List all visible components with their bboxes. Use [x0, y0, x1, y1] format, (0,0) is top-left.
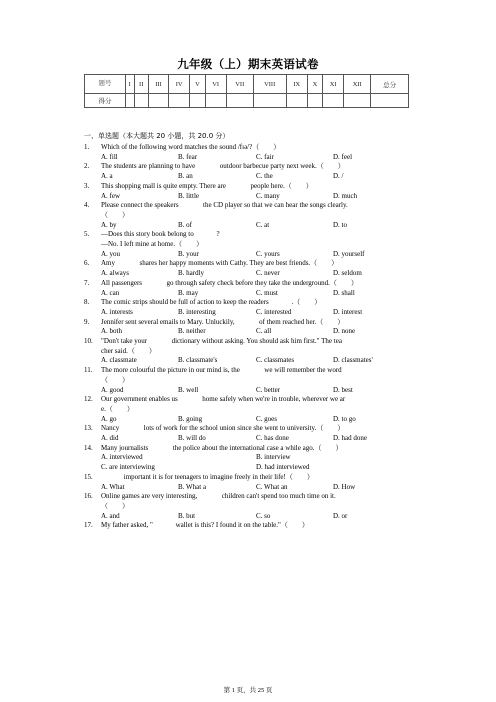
option-c[interactable]: C. the	[256, 172, 273, 181]
option-c[interactable]: C. better	[256, 385, 281, 394]
score-cell	[134, 94, 148, 108]
question-number: 15.	[84, 472, 93, 481]
question-text: important it is for teenagers to imagine freely in their life!（ ）	[101, 472, 314, 481]
question-10	[84, 337, 418, 346]
question-text: All passengers go through safety check before they take the underground.（ ）	[101, 278, 358, 287]
option-d[interactable]: D. to go	[333, 414, 356, 423]
score-cell	[169, 94, 190, 108]
option-d[interactable]: D. much	[333, 191, 358, 200]
option-b[interactable]: B. classmate's	[178, 356, 218, 365]
option-b[interactable]: B. well	[178, 385, 199, 394]
option-c[interactable]: C. never	[256, 269, 280, 278]
col-cell: VI	[205, 75, 226, 94]
page-footer: 第 1 页，共 25 页	[223, 687, 273, 694]
option-d[interactable]: D. shall	[333, 288, 355, 297]
option-b[interactable]: B. little	[178, 191, 199, 200]
question-text-continued: （ ）	[101, 501, 129, 510]
score-cell	[371, 94, 409, 108]
question-text-continued: —No. I left mine at home.（ ）	[101, 240, 204, 248]
question-number: 2.	[84, 162, 90, 171]
option-c[interactable]: C. interested	[256, 307, 292, 316]
question-2	[84, 162, 418, 171]
option-d[interactable]: D. classmates'	[333, 356, 373, 365]
col-cell: XI	[323, 75, 344, 94]
question-text: —Does this story book belong to ?	[101, 230, 220, 239]
col-cell: 总分	[371, 75, 409, 94]
option-a[interactable]: A. interests	[101, 307, 133, 316]
option-d[interactable]: D. How	[333, 482, 356, 491]
option-a[interactable]: A. a	[101, 172, 113, 181]
question-text: Please connect the speakers the CD player so that we can hear the songs clearly.	[101, 201, 348, 210]
option-b[interactable]: B. hardly	[178, 269, 205, 278]
question-15	[84, 473, 418, 482]
option-a[interactable]: A. What	[101, 482, 125, 491]
option-c[interactable]: C. are interviewing	[101, 463, 155, 472]
question-number: 13.	[84, 424, 93, 433]
question-text-continued: e.（ ）	[101, 404, 134, 413]
question-number: 3.	[84, 181, 90, 190]
question-text-continued: （ ）	[101, 210, 129, 219]
option-c[interactable]: C. yours	[256, 249, 280, 258]
question-text: My father asked, " wallet is this? I found it on the table."（ ）	[101, 521, 309, 530]
question-number: 4.	[84, 201, 90, 210]
col-cell: II	[134, 75, 148, 94]
option-a[interactable]: A. both	[101, 327, 122, 336]
score-cell	[226, 94, 253, 108]
option-a[interactable]: A. fill	[101, 152, 118, 161]
score-cell	[344, 94, 371, 108]
col-cell: X	[307, 75, 322, 94]
question-text-continued: cher said.（ ）	[101, 346, 156, 355]
question-text: Amy shares her happy moments with Cathy. They are best friends.（ ）	[101, 259, 339, 268]
option-c[interactable]: C. at	[256, 220, 270, 229]
score-row	[85, 94, 409, 108]
question-text: This shopping mall is quite empty. There are people here.（ ）	[101, 181, 313, 190]
option-c[interactable]: C. all	[256, 327, 272, 336]
option-d[interactable]: D. feel	[333, 152, 353, 161]
option-a[interactable]: A. always	[101, 269, 129, 278]
question-5	[84, 230, 418, 239]
col-cell: XII	[344, 75, 371, 94]
score-cell	[286, 94, 307, 108]
option-d[interactable]: D. interest	[333, 307, 363, 316]
option-b[interactable]: B. of	[178, 220, 192, 229]
question-number: 16.	[84, 492, 93, 501]
question-11	[84, 366, 418, 375]
question-3	[84, 182, 418, 191]
question-7	[84, 279, 418, 288]
option-c[interactable]: C. classmates	[256, 356, 295, 365]
question-text: Nancy lots of work for the school union since she went to university.（ ）	[101, 424, 345, 433]
question-number: 7.	[84, 278, 90, 287]
col-cell: III	[148, 75, 168, 94]
question-13	[84, 424, 418, 433]
option-d[interactable]: D. /	[333, 172, 344, 181]
question-number: 10.	[84, 337, 93, 345]
question-text: Online games are very interesting, children can't spend too much time on it.	[101, 492, 336, 501]
question-12	[84, 395, 418, 404]
col-cell: IX	[286, 75, 307, 94]
col-cell: VII	[226, 75, 253, 94]
option-d[interactable]: D. had interviewed	[256, 463, 310, 472]
question-text: Which of the following word matches the sound /fɪə/?（ ）	[101, 143, 281, 151]
option-a[interactable]: A. you	[101, 249, 121, 258]
question-number: 14.	[84, 443, 93, 452]
question-16	[84, 492, 418, 501]
option-a[interactable]: A. by	[101, 220, 117, 229]
option-a[interactable]: A. can	[101, 288, 120, 297]
question-text: "Don't take your dictionary without asking. You should ask him first." The tea	[101, 337, 342, 345]
question-number: 8.	[84, 298, 90, 307]
option-d[interactable]: D. or	[333, 511, 348, 520]
option-b[interactable]: B. interview	[256, 453, 291, 462]
option-b[interactable]: B. What a	[178, 482, 207, 491]
option-b[interactable]: B. your	[178, 249, 199, 258]
score-cell	[307, 94, 322, 108]
question-number: 11.	[84, 366, 93, 375]
score-cell	[190, 94, 205, 108]
option-d[interactable]: D. had done	[333, 434, 368, 442]
score-cell	[205, 94, 226, 108]
option-b[interactable]: B. interesting	[178, 307, 216, 316]
option-d[interactable]: D. best	[333, 385, 353, 394]
question-14	[84, 444, 418, 453]
option-b[interactable]: B. will do	[178, 434, 206, 442]
option-d[interactable]: D. none	[333, 327, 356, 336]
question-text: The students are planning to have outdoor barbecue party next week.（ ）	[101, 162, 345, 171]
score-cell	[148, 94, 168, 108]
score-header-row	[85, 75, 409, 94]
option-a[interactable]: A. interviewed	[101, 453, 143, 462]
option-b[interactable]: B. may	[178, 288, 199, 297]
question-number: 5.	[84, 230, 90, 239]
section-heading: 一、单选题（本大题共 20 小题，共 20.0 分）	[84, 132, 230, 140]
option-b[interactable]: B. neither	[178, 327, 206, 336]
option-a[interactable]: A. classmate	[101, 356, 137, 365]
option-b[interactable]: B. but	[178, 511, 196, 520]
option-b[interactable]: B. fear	[178, 152, 198, 161]
score-cell	[253, 94, 286, 108]
option-a[interactable]: A. few	[101, 191, 121, 200]
score-label-cell: 得分	[85, 94, 126, 108]
question-8	[84, 298, 418, 307]
question-number: 9.	[84, 317, 90, 326]
option-d[interactable]: D. seldom	[333, 269, 362, 278]
option-c[interactable]: C. so	[256, 511, 271, 520]
question-number: 17.	[84, 521, 93, 530]
question-number: 1.	[84, 143, 90, 151]
option-a[interactable]: A. did	[101, 434, 119, 442]
option-d[interactable]: D. to	[333, 220, 347, 229]
header-label-cell: 题号	[85, 75, 126, 94]
question-9	[84, 318, 418, 327]
question-text: Jennifer sent several emails to Mary. Unluckily, of them reached her.（ ）	[101, 317, 345, 326]
option-c[interactable]: C. What an	[256, 482, 288, 491]
option-c[interactable]: C. has done	[256, 434, 289, 442]
option-a[interactable]: A. and	[101, 511, 120, 520]
question-number: 12.	[84, 395, 93, 404]
question-number: 6.	[84, 259, 90, 268]
score-cell	[323, 94, 344, 108]
option-c[interactable]: C. fair	[256, 152, 274, 161]
question-text: The comic strips should be full of action to keep the readers .（ ）	[101, 298, 322, 307]
option-a[interactable]: A. go	[101, 414, 117, 423]
option-c[interactable]: C. many	[256, 191, 280, 200]
score-cell	[126, 94, 135, 108]
question-text-continued: （ ）	[101, 375, 129, 384]
option-d[interactable]: D. yourself	[333, 249, 365, 258]
col-cell: IV	[169, 75, 190, 94]
question-1	[84, 143, 418, 152]
question-4	[84, 201, 418, 210]
option-b[interactable]: B. going	[178, 414, 203, 423]
option-a[interactable]: A. good	[101, 385, 124, 394]
col-cell: VIII	[253, 75, 286, 94]
col-cell: I	[126, 75, 135, 94]
question-text: The more colourful the picture in our mind is, the we will remember the word	[101, 366, 342, 375]
question-text: Our government enables us home safely when we're in trouble, wherever we ar	[101, 395, 346, 404]
question-6	[84, 259, 418, 268]
option-c[interactable]: C. must	[256, 288, 278, 297]
score-table	[84, 74, 409, 108]
col-cell: V	[190, 75, 205, 94]
question-17	[84, 521, 418, 530]
page-title: 九年级（上）期末英语试卷	[177, 57, 319, 71]
option-b[interactable]: B. an	[178, 172, 193, 181]
option-c[interactable]: C. goes	[256, 414, 277, 423]
question-text: Many journalists the police about the international case a while ago.（ ）	[101, 443, 343, 452]
